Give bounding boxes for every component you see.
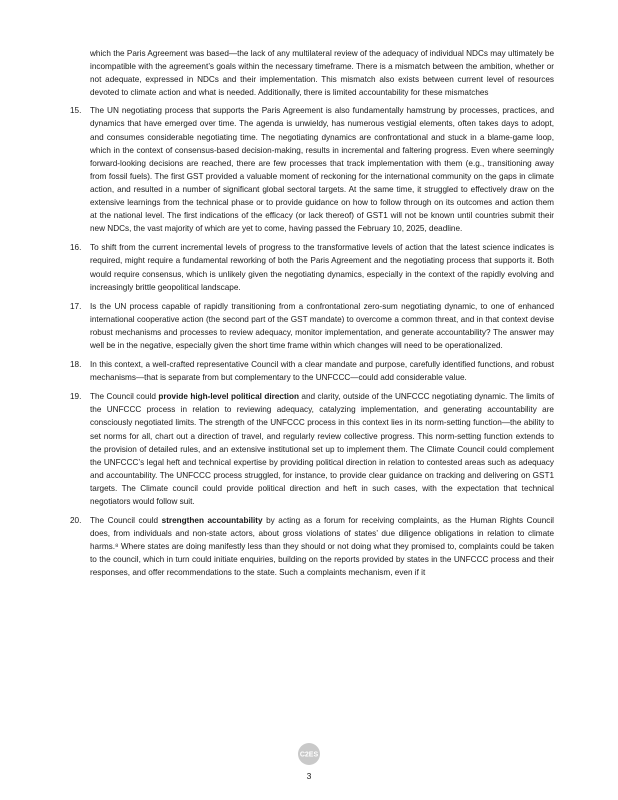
text-run: The Council could: [90, 516, 162, 526]
bold-phrase: provide high-level political direction: [158, 392, 299, 402]
paragraph-number: 19.: [70, 392, 82, 402]
page-body: [70, 47, 554, 586]
paragraph-text: The UN negotiating process that supports the Paris Agreement is also fundamentally hamstrung by processes, practices, and dynamics that have emerged over time. The agenda is unwieldy, has numerous vestigial elements, often takes days to adopt, and consumes considerable negotiating time. The negotiating dynamics are confrontational and stuck in a blame-game loop, which in the context of consensus-based decision-making, results in incremental and faltering progress. Even where seemingly forward-looking decisions are reached, there are few processes that track implementation with them (e.g., transitioning away from fossil fuels). The first GST provided a valuable moment of reckoning for the international community on the gaps in climate action, and resulted in a number of significant global sectoral targets. At the same time, it struggled to effectively draw on the extensive learnings from the technical phase or to provide guidance on how to follow through on its outcomes and action them at the national level. The first indications of the efficacy (or lack thereof) of GST1 will not be known until countries submit their new NDCs, the vast majority of which are yet to come, having passed the February 10, 2025, deadline.: [90, 106, 554, 234]
paragraph-number: 17.: [70, 301, 82, 311]
text-run: by acting as a forum for receiving complaints, as the Human Rights Council does, from individuals and non-state actors, about gross violations of states’ due diligence obligations in relation to climate harms.⁸ Where states are doing manifestly less than they should or not doing what they promised to, complaints could be taken to the council, which in turn could initiate enquiries, building on the reports provided by states in the UNFCCC process and their responses, and offer recommendations to the state. Such a complaints mechanism, even if it: [90, 516, 554, 578]
text-run: and clarity, outside of the UNFCCC negotiating dynamic. The limits of the UNFCCC process in relation to reviewing adequacy, catalyzing implementation, and generating accountability are consciously negotiated limits. The strength of the UNFCCC process in this context lies in its norm-setting function—the ability to set norms for all, chart out a direction of travel, and regularly review collective progress. This norm-setting function extends to the provision of detailed rules, and an extensive institutional set up to implement them. The Climate Council could complement the UNFCCC’s legal heft and technical expertise by providing political direction in relation to contested areas such as adequacy and accountability. The UNFCCC process struggled, for instance, to provide clear guidance on tracking and delivering on GST1 targets. The Climate council could provide political direction and heft in such cases, with the expectation that technical negotiators would follow suit.: [90, 392, 555, 506]
numbered-paragraph-18: [70, 358, 554, 384]
logo-text: C2ES: [299, 751, 319, 759]
continued-paragraph: which the Paris Agreement was based—the lack of any multilateral review of the adequacy of individual NDCs may ultimately be incompatible with the agreement’s goals within the necessary timeframe. There is a mismatch between the ambition, whether or not adequate, expressed in NDCs and their implementation. This mismatch also exists between current level of resources devoted to climate action and what is needed. Additionally, there is limited accountability for these mismatches: [90, 49, 554, 98]
paragraph-number: 18.: [70, 360, 82, 370]
paragraph-text: In this context, a well-crafted representative Council with a clear mandate and purpose, carefully identified functions, and robust mechanisms—that is separate from but complementary to the UNFCCC—could add considerable value.: [90, 360, 554, 383]
numbered-paragraph-20: [70, 514, 554, 579]
bold-phrase: strengthen accountability: [161, 516, 263, 526]
numbered-paragraph-16: [70, 241, 554, 293]
numbered-paragraph-15: [70, 104, 554, 235]
numbered-paragraph-19: [70, 390, 554, 508]
paragraph-number: 20.: [70, 516, 82, 526]
paragraph-text: [90, 514, 554, 579]
page-number: 3: [306, 771, 312, 781]
paragraph-text: Is the UN process capable of rapidly transitioning from a confrontational zero-sum negotiating dynamic, to one of enhanced international cooperative action (the second part of the GST mandate) to overcome a common threat, and in that context devise robust mechanisms and processes to review adequacy, monitor implementation, and generate accountability? The answer may well be in the negative, especially given the short time frame within which changes will need to be operationalized.: [90, 301, 554, 350]
paragraph-text: To shift from the current incremental levels of progress to the transformative levels of action that the latest science indicates is required, might require a fundamental reworking of both the Paris Agreement and the negotiating process that supports it. Both would require consensus, which is unlikely given the negotiating dynamics, especially in the context of the rapidly evolving and increasingly brittle geopolitical landscape.: [90, 243, 554, 292]
paragraph-number: 16.: [70, 243, 82, 253]
numbered-paragraph-17: [70, 300, 554, 352]
c2es-logo-icon: [297, 742, 321, 766]
text-run: The Council could: [90, 392, 159, 402]
paragraph-text: [90, 390, 554, 508]
paragraph-number: 15.: [70, 106, 82, 116]
